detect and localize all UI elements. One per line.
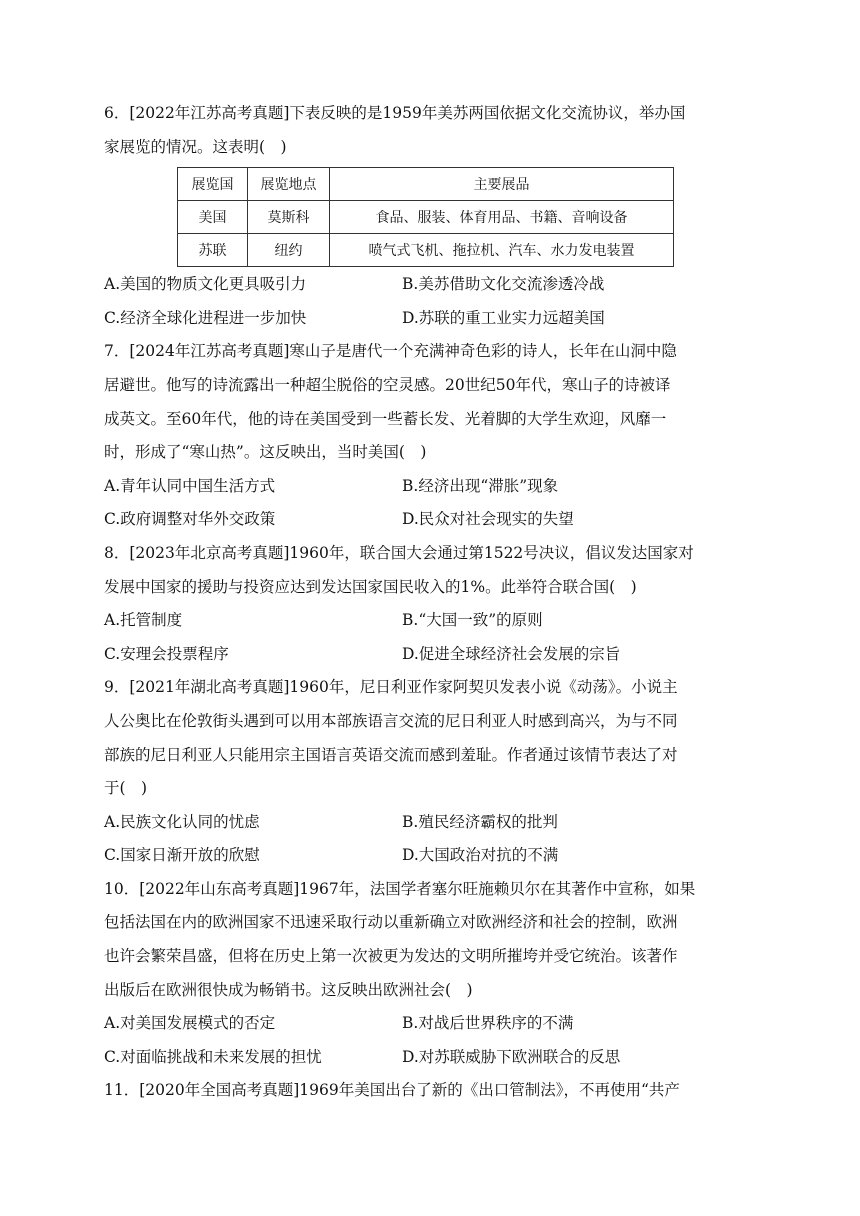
table-header-cell: 展览地点 [248, 168, 330, 201]
question-text: 包括法国在内的欧洲国家不迅速采取行动以重新确立对欧洲经济和社会的控制，欧洲 [104, 913, 678, 932]
option-b[interactable]: B.“大国一致”的原则 [402, 611, 543, 630]
question-text: 家展览的情况。这表明( ) [104, 137, 287, 156]
question-page [104, 97, 770, 1108]
option-d[interactable]: D.大国政治对抗的不满 [402, 846, 559, 865]
option-b[interactable]: B.殖民经济霸权的批判 [402, 812, 558, 831]
option-row [104, 470, 770, 504]
question-text: 于( ) [104, 779, 148, 798]
table-cell: 苏联 [178, 234, 248, 267]
option-c[interactable]: C.对面临挑战和未来发展的担忧 [104, 1047, 322, 1066]
option-d[interactable]: D.苏联的重工业实力远超美国 [402, 308, 605, 327]
option-b[interactable]: B.美苏借助文化交流渗透冷战 [402, 275, 605, 294]
question-9 [104, 671, 770, 873]
question-7 [104, 335, 770, 537]
option-a[interactable]: A.青年认同中国生活方式 [104, 476, 276, 495]
table-header-cell: 展览国 [178, 168, 248, 201]
option-row [104, 1007, 770, 1041]
table-cell: 纽约 [248, 234, 330, 267]
table-header-row [178, 168, 674, 201]
table-row [178, 234, 674, 267]
question-text: 9．[2021年湖北高考真题]1960年，尼日利亚作家阿契贝发表小说《动荡》。小说主 [104, 678, 678, 697]
option-b[interactable]: B.对战后世界秩序的不满 [402, 1014, 574, 1033]
question-text: 成英文。至60年代，他的诗在美国受到一些蓄长发、光着脚的大学生欢迎，风靡一 [104, 409, 667, 428]
exhibition-table [177, 167, 674, 267]
option-row [104, 806, 770, 840]
option-row [104, 268, 770, 302]
question-text: 10．[2022年山东高考真题]1967年，法国学者塞尔旺施赖贝尔在其著作中宣称，如果 [104, 879, 696, 898]
option-row [104, 638, 770, 672]
question-8 [104, 537, 770, 671]
question-text: 居避世。他写的诗流露出一种超尘脱俗的空灵感。20世纪50年代，寒山子的诗被译 [104, 375, 671, 394]
table-row [178, 201, 674, 234]
option-c[interactable]: C.经济全球化进程进一步加快 [104, 308, 307, 327]
option-row [104, 839, 770, 873]
question-text: 部族的尼日利亚人只能用宗主国语言英语交流而感到羞耻。作者通过该情节表达了对 [104, 745, 678, 764]
table-cell: 喷气式飞机、拖拉机、汽车、水力发电装置 [330, 234, 674, 267]
option-a[interactable]: A.对美国发展模式的否定 [104, 1014, 276, 1033]
question-text: 人公奥比在伦敦街头遇到可以用本部族语言交流的尼日利亚人时感到高兴，为与不同 [104, 711, 678, 730]
option-row [104, 1041, 770, 1075]
question-text: 8．[2023年北京高考真题]1960年，联合国大会通过第1522号决议，倡议发达国家对 [104, 543, 694, 562]
option-a[interactable]: A.民族文化认同的忧虑 [104, 812, 260, 831]
question-text: 6．[2022年江苏高考真题]下表反映的是1959年美苏两国依据文化交流协议，举办国 [104, 104, 686, 122]
option-a[interactable]: A.美国的物质文化更具吸引力 [104, 275, 307, 294]
question-text: 出版后在欧洲很快成为畅销书。这反映出欧洲社会( ) [104, 980, 473, 999]
question-10 [104, 873, 770, 1075]
question-text: 11．[2020年全国高考真题]1969年美国出台了新的《出口管制法》，不再使用“共产 [104, 1081, 680, 1100]
option-row [104, 503, 770, 537]
question-6 [104, 97, 770, 335]
table-header-cell: 主要展品 [330, 168, 674, 201]
option-d[interactable]: D.对苏联威胁下欧洲联合的反思 [402, 1047, 621, 1066]
option-row [104, 604, 770, 638]
option-a[interactable]: A.托管制度 [104, 611, 183, 630]
option-d[interactable]: D.民众对社会现实的失望 [402, 510, 574, 529]
option-c[interactable]: C.安理会投票程序 [104, 644, 229, 663]
option-d[interactable]: D.促进全球经济社会发展的宗旨 [402, 644, 621, 663]
table-cell: 美国 [178, 201, 248, 234]
question-text: 发展中国家的援助与投资应达到发达国家国民收入的1%。此举符合联合国( ) [104, 577, 637, 596]
question-text: 也许会繁荣昌盛，但将在历史上第一次被更为发达的文明所摧垮并受它统治。该著作 [104, 947, 678, 966]
table-cell: 食品、服装、体育用品、书籍、音响设备 [330, 201, 674, 234]
question-11 [104, 1074, 770, 1108]
question-text: 7．[2024年江苏高考真题]寒山子是唐代一个充满神奇色彩的诗人，长年在山洞中隐 [104, 342, 677, 361]
question-text: 时，形成了“寒山热”。这反映出，当时美国( ) [104, 443, 427, 462]
option-c[interactable]: C.政府调整对华外交政策 [104, 510, 276, 529]
option-c[interactable]: C.国家日渐开放的欣慰 [104, 846, 260, 865]
table-cell: 莫斯科 [248, 201, 330, 234]
option-row [104, 302, 770, 336]
option-b[interactable]: B.经济出现“滞胀”现象 [402, 476, 559, 495]
